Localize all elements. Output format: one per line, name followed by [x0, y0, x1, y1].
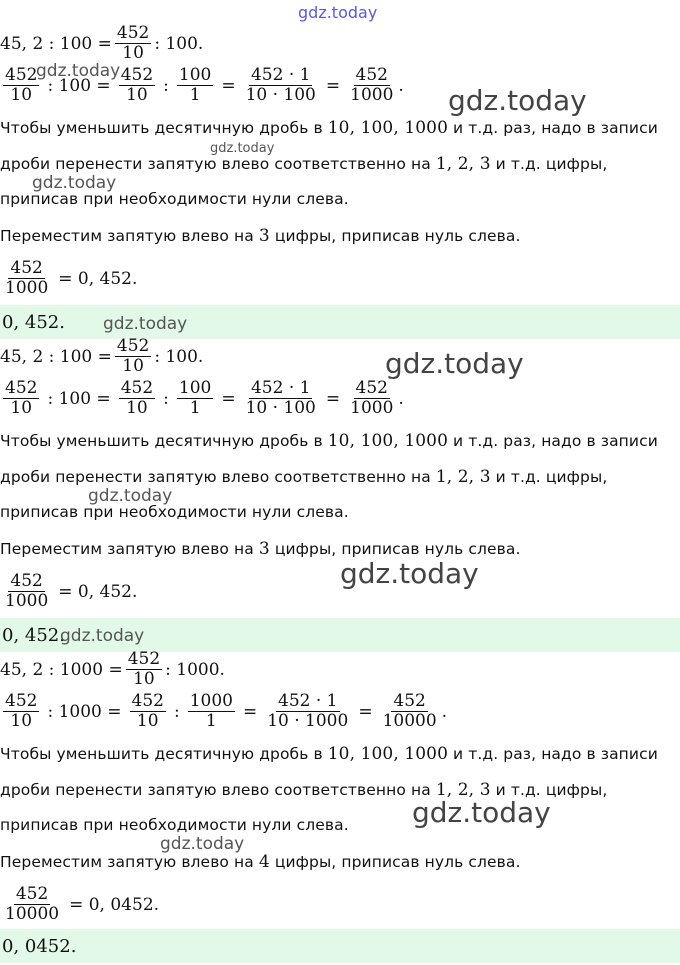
fraction: $\frac{452}{10}$ [116, 23, 150, 63]
answer-value: 0, 0452. [2, 936, 77, 957]
fraction: $\frac{100}{1}$ [178, 65, 212, 105]
rule-line-1: Чтобы уменьшить десятичную дробь в 10, 100, 1000 и т.д. раз, надо в записи [0, 118, 658, 138]
eq-text: = 0, 452. [58, 268, 138, 289]
watermark: gdz.today [340, 557, 479, 590]
fraction: $\frac{100}{1}$ [178, 378, 212, 418]
rule-line-2: дроби перенести запятую влево соответственно на 1, 2, 3 и т.д. цифры, [0, 154, 608, 174]
watermark: gdz.today [448, 84, 587, 117]
watermark: gdz.today [412, 796, 551, 829]
rule-line-1: Чтобы уменьшить десятичную дробь в 10, 100, 1000 и т.д. раз, надо в записи [0, 744, 658, 764]
equation-2 [0, 692, 447, 731]
eq-text: : 100. [154, 346, 204, 367]
eq-text: = 0, 452. [58, 581, 138, 602]
operator: = [325, 388, 341, 409]
fraction: $\frac{452}{10}$ [120, 378, 154, 418]
watermark: gdz.today [385, 347, 524, 380]
operator: : [163, 75, 169, 96]
answer-value: 0, 452. [2, 312, 65, 333]
fraction: $\frac{452}{10}$ [127, 649, 161, 689]
operator: : [173, 701, 180, 722]
fraction: $\frac{452}{10000}$ [5, 884, 60, 924]
operator: : 1000 = [47, 701, 122, 722]
fraction: $\frac{1000}{1}$ [189, 691, 233, 731]
rule-line-2: дроби перенести запятую влево соответственно на 1, 2, 3 и т.д. цифры, [0, 467, 608, 487]
rule-line-3: приписав при необходимости нули слева. [0, 816, 349, 834]
eq-text: : 100. [154, 33, 204, 54]
fraction: $\frac{452}{10}$ [5, 691, 38, 731]
answer-value: 0, 452. [2, 625, 65, 646]
move-comma-text: Переместим запятую влево на 4 цифры, приписав нуль слева. [0, 852, 521, 872]
result-equation [0, 572, 142, 611]
result-equation [0, 885, 164, 924]
equation-1 [0, 337, 203, 376]
operator: = [221, 388, 236, 409]
operator: : 100 = [47, 388, 111, 409]
eq-text: = 0, 0452. [69, 894, 160, 915]
fraction: $\frac{452}{1000}$ [350, 378, 394, 418]
fraction: $\frac{452}{1000}$ [5, 571, 49, 611]
operator: = [358, 701, 373, 722]
answer-box [0, 929, 680, 963]
operator: = [242, 701, 258, 722]
eq-text: 45, 2 : 100 = [0, 346, 112, 367]
rule-line-3: приписав при необходимости нули слева. [0, 503, 349, 521]
operator: = [221, 75, 236, 96]
equation-2 [0, 379, 404, 418]
fraction: $\frac{452}{10000}$ [382, 691, 437, 731]
rule-line-1: Чтобы уменьшить десятичную дробь в 10, 100, 1000 и т.д. раз, надо в записи [0, 431, 658, 451]
watermark: gdz.today [103, 314, 188, 334]
rule-line-3: приписав при необходимости нули слева. [0, 190, 349, 208]
eq-text: : 1000. [165, 659, 225, 680]
watermark: gdz.today [210, 141, 275, 156]
operator: = [325, 75, 341, 96]
operator: : 100 = [47, 75, 111, 96]
eq-text: . [398, 388, 404, 409]
eq-text: 45, 2 : 100 = [0, 33, 112, 54]
equation-1 [0, 650, 225, 689]
watermark: gdz.today [60, 626, 145, 646]
fraction: $\frac{452}{10}$ [5, 378, 38, 418]
fraction: $\frac{452 \cdot 1}{10 \cdot 100}$ [245, 378, 316, 418]
move-comma-text: Переместим запятую влево на 3 цифры, приписав нуль слева. [0, 539, 521, 559]
watermark: gdz.today [88, 486, 173, 506]
fraction: $\frac{452}{10}$ [131, 691, 164, 731]
watermark: gdz.today [36, 61, 121, 81]
watermark: gdz.today [160, 834, 245, 854]
fraction: $\frac{452}{1000}$ [5, 258, 49, 298]
move-comma-text: Переместим запятую влево на 3 цифры, приписав нуль слева. [0, 226, 521, 246]
answer-box [0, 305, 680, 339]
fraction: $\frac{452}{1000}$ [350, 65, 394, 105]
result-equation [0, 259, 142, 298]
equation-1 [0, 24, 203, 63]
rule-line-2: дроби перенести запятую влево соответственно на 1, 2, 3 и т.д. цифры, [0, 780, 608, 800]
eq-text: 45, 2 : 1000 = [0, 659, 123, 680]
watermark: gdz.today [32, 173, 117, 193]
fraction: $\frac{452}{10}$ [5, 65, 38, 105]
eq-text: . [398, 75, 404, 96]
fraction: $\frac{452 \cdot 1}{10 \cdot 1000}$ [267, 691, 349, 731]
eq-text: . [441, 701, 448, 722]
fraction: $\frac{452}{10}$ [116, 336, 150, 376]
fraction: $\frac{452 \cdot 1}{10 \cdot 100}$ [245, 65, 316, 105]
operator: : [163, 388, 169, 409]
watermark-top: gdz.today [298, 3, 378, 22]
fraction: $\frac{452}{10}$ [120, 65, 154, 105]
